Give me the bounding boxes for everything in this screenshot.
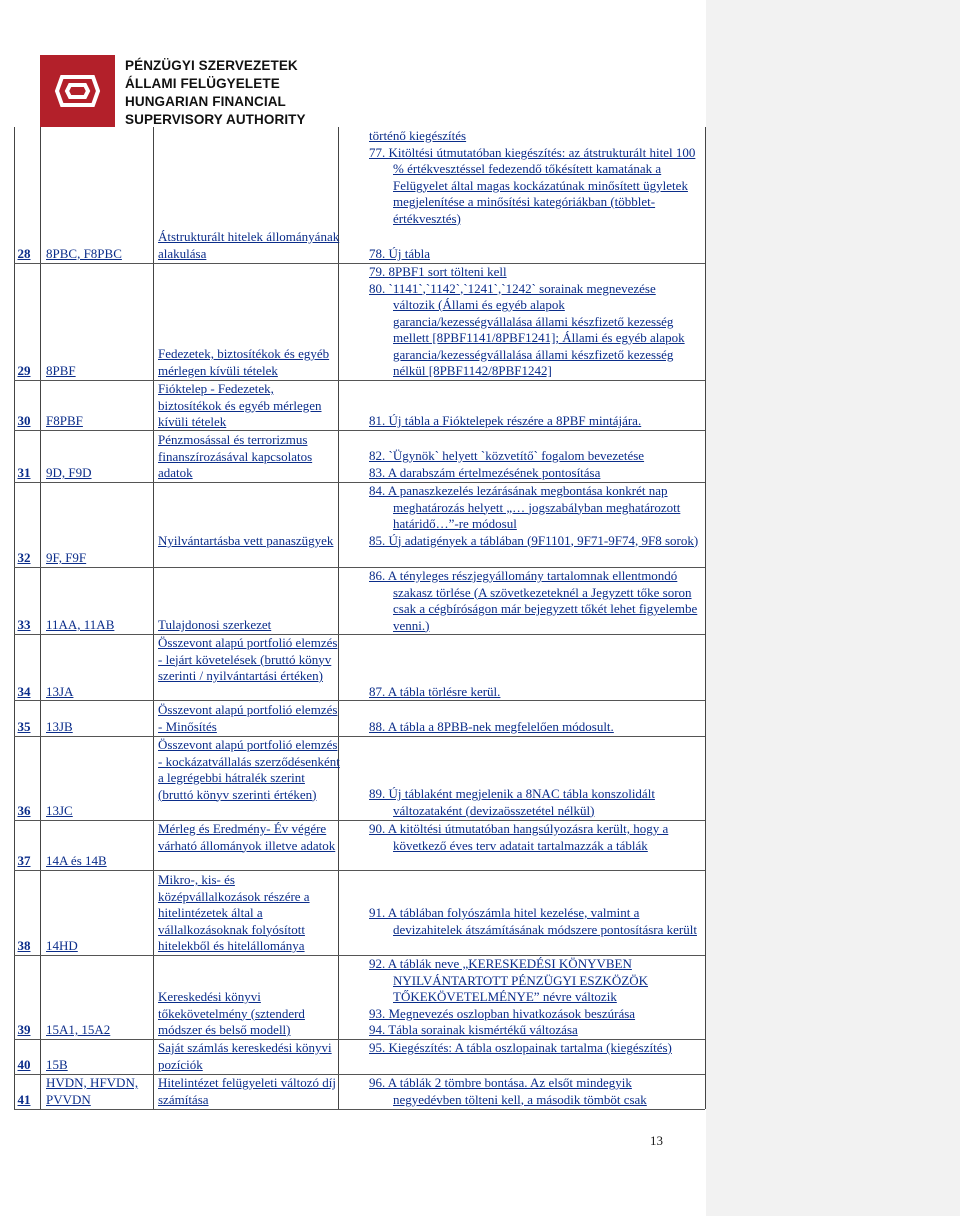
row-code: 9D, F9D	[46, 465, 92, 480]
logo-wordmark	[125, 57, 306, 129]
row-title: Összevont alapú portfolió elemzés - lejárt követelések (bruttó könyv szerinti / nyilvántartási értéken)	[158, 635, 338, 683]
change-item: 86. A tényleges részjegyállomány tartalomnak ellentmondó szakasz törlése (A szövetkezeteknél a Jegyzett tőke soron csak a cégbíróságon már bejegyzett tőkét lehet figyelembe venni.)	[369, 568, 698, 633]
row-changes	[369, 905, 699, 938]
row-changes	[369, 684, 699, 701]
row-code: 9F, F9F	[46, 550, 87, 565]
row-number: 32	[17, 550, 31, 565]
row-title: Fedezetek, biztosítékok és egyéb mérlegen kívüli tételek	[158, 346, 330, 378]
row-code: 8PBF	[46, 363, 76, 378]
row-code: 15B	[46, 1057, 68, 1072]
row-changes	[369, 786, 699, 819]
row-title: Kereskedési könyvi tőkekövetelmény (sztenderd módszer és belső modell)	[158, 989, 305, 1037]
row-changes	[369, 264, 699, 380]
change-item: 95. Kiegészítés: A tábla oszlopainak tartalma (kiegészítés)	[369, 1040, 672, 1055]
row-number: 39	[17, 1022, 31, 1037]
comment-sidebar	[706, 0, 960, 1216]
change-item: történő kiegészítés	[369, 128, 467, 143]
row-divider	[14, 870, 705, 871]
row-code: 8PBC, F8PBC	[46, 246, 122, 261]
row-code: 14HD	[46, 938, 78, 953]
logo-line: PÉNZÜGYI SZERVEZETEK	[125, 58, 298, 73]
row-number: 28	[17, 246, 31, 261]
row-divider	[14, 430, 705, 431]
row-divider	[14, 380, 705, 381]
row-changes	[369, 719, 699, 736]
change-item: 89. Új táblaként megjelenik a 8NAC tábla konszolidált változataként (devizaösszetétel nélkül)	[369, 786, 655, 818]
row-changes	[369, 448, 699, 481]
row-title: Átstrukturált hitelek állományának alakulása	[158, 229, 340, 261]
row-title: Összevont alapú portfolió elemzés - kockázatvállalás szerződésenként a legrégebbi hátralék szerint (bruttó könyv szerinti értéken)	[158, 737, 340, 802]
row-number: 30	[17, 413, 31, 428]
row-code: 13JB	[46, 719, 73, 734]
row-title: Összevont alapú portfolió elemzés - Minősítés	[158, 702, 338, 734]
row-code: F8PBF	[46, 413, 83, 428]
row-code: 15A1, 15A2	[46, 1022, 111, 1037]
row-changes	[369, 1040, 699, 1057]
carryover-changes	[369, 128, 699, 227]
row-changes	[369, 246, 699, 263]
row-divider	[14, 736, 705, 737]
change-item: 79. 8PBF1 sort tölteni kell	[369, 264, 507, 279]
row-title: Mikro-, kis- és középvállalkozások részére a hitelintézetek által a vállalkozásoknak folyósított hitelekből és hitelállománya	[158, 872, 310, 953]
change-item: 93. Megnevezés oszlopban hivatkozások beszúrása	[369, 1005, 636, 1021]
change-item: 88. A tábla a 8PBB-nek megfelelően módosult.	[369, 719, 614, 734]
row-code: 13JC	[46, 803, 73, 818]
change-item: 81. Új tábla a Fióktelepek részére a 8PBF mintájára.	[369, 413, 642, 428]
change-item: 78. Új tábla	[369, 246, 431, 261]
change-item: 94. Tábla sorainak kismértékű változása	[369, 1022, 578, 1037]
row-code: 13JA	[46, 684, 74, 699]
row-code: 14A és 14B	[46, 853, 107, 868]
row-code: 11AA, 11AB	[46, 617, 115, 632]
table-bottom-border	[14, 1109, 705, 1110]
change-item: 90. A kitöltési útmutatóban hangsúlyozásra került, hogy a következő éves terv adatait tartalmazzák a táblák	[369, 821, 669, 853]
row-title: Mérleg és Eredmény- Év végére várható állományok illetve adatok	[158, 821, 336, 853]
change-item: 96. A táblák 2 tömbre bontása. Az elsőt mindegyik negyedévben tölteni kell, a második tömböt csak	[369, 1075, 647, 1107]
change-item: 92. A táblák neve „KERESKEDÉSI KÖNYVBEN NYILVÁNTARTOTT PÉNZÜGYI ESZKÖZÖK TŐKEKÖVETELMÉNYE” névre változik	[369, 956, 649, 1004]
row-number: 41	[17, 1092, 31, 1107]
psze-logo	[40, 55, 340, 130]
row-changes	[369, 483, 699, 549]
row-title: Nyilvántartásba vett panaszügyek	[158, 533, 334, 548]
row-title: Tulajdonosi szerkezet	[158, 617, 272, 632]
page-number: 13	[650, 1133, 663, 1148]
row-changes	[369, 821, 699, 854]
change-item: 91. A táblában folyószámla hitel kezelése, valmint a devizahitelek átszámításának módszere pontosításra került	[369, 905, 697, 937]
row-number: 29	[17, 363, 31, 378]
change-item: 80. `1141`,`1142`,`1241`,`1242` sorainak megnevezése változik (Állami és egyéb alapok garancia/kezességvállalása állami készfizető kezesség mellett [8PBF1141/8PBF1241]; Állami és egyéb alapok garancia/kezességvállalása állami készfizető kezesség nélkül [8PBF1142/8PBF1242]	[369, 280, 685, 378]
row-title: Fióktelep - Fedezetek, biztosítékok és egyéb mérlegen kívüli tételek	[158, 381, 322, 429]
row-divider	[14, 634, 705, 635]
psze-emblem-icon	[40, 55, 115, 127]
row-changes	[369, 956, 699, 1039]
change-item: 84. A panaszkezelés lezárásának megbontása konkrét nap meghatározás helyett „… jogszabályban meghatározott határidő…”-re módosul	[369, 483, 681, 531]
row-changes	[369, 413, 699, 430]
change-item: 83. A darabszám értelmezésének pontosítása	[369, 464, 601, 480]
change-item: 77. Kitöltési útmutatóban kiegészítés: az átstrukturált hitel 100 % értékvesztéssel fedezendő tőkésített kamatának a Felügyelet által magas kockázatúnak minősített ügyletek megjelenítése a minősítési kategóriákban (többlet-értékvesztés)	[369, 144, 696, 226]
row-number: 34	[17, 684, 31, 699]
row-number: 40	[17, 1057, 31, 1072]
row-changes	[369, 568, 699, 634]
logo-line: ÁLLAMI FELÜGYELETE	[125, 76, 280, 91]
row-title: Hitelintézet felügyeleti változó díj számítása	[158, 1075, 336, 1107]
row-number: 31	[17, 465, 31, 480]
row-number: 33	[17, 617, 31, 632]
table-border	[705, 127, 706, 1109]
row-code: HVDN, HFVDN, PVVDN	[46, 1075, 139, 1107]
column-divider	[40, 127, 41, 1109]
change-item: 87. A tábla törlésre kerül.	[369, 684, 501, 699]
row-title: Pénzmosással és terrorizmus finanszírozásával kapcsolatos adatok	[158, 432, 313, 480]
change-item: 85. Új adatigények a táblában (9F1101, 9F71-9F74, 9F8 sorok)	[369, 532, 699, 548]
row-number: 37	[17, 853, 31, 868]
change-item: 82. `Ügynök` helyett `közvetítő` fogalom bevezetése	[369, 448, 645, 463]
logo-line: SUPERVISORY AUTHORITY	[125, 112, 306, 127]
row-number: 36	[17, 803, 31, 818]
row-number: 35	[17, 719, 31, 734]
row-changes	[369, 1075, 699, 1108]
row-number: 38	[17, 938, 31, 953]
row-title: Saját számlás kereskedési könyvi pozíciók	[158, 1040, 332, 1072]
column-divider	[153, 127, 154, 1109]
logo-line: HUNGARIAN FINANCIAL	[125, 94, 286, 109]
